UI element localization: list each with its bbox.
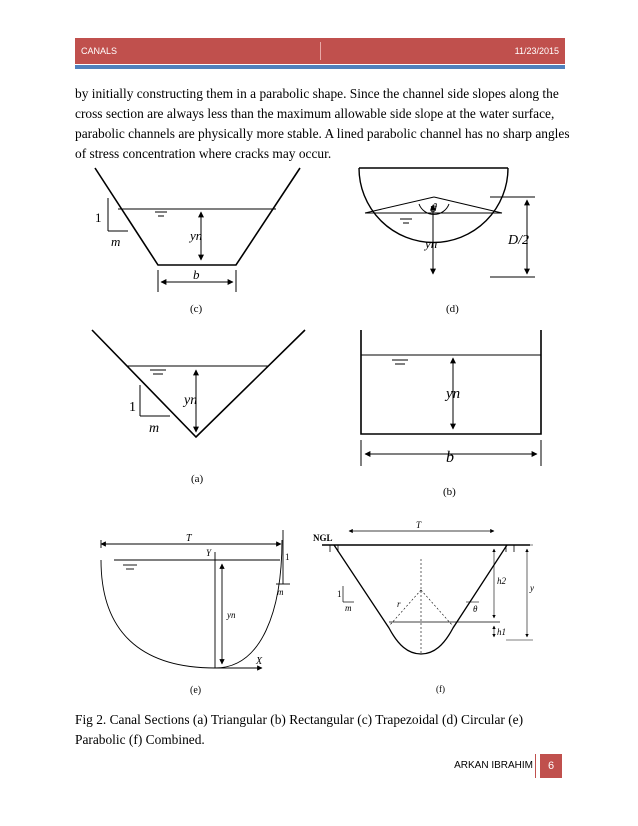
tri-slope-v: 1: [129, 400, 136, 415]
comb-slope-h: m: [345, 603, 352, 613]
para-depth: yn: [227, 610, 236, 620]
comb-r: r: [397, 599, 401, 609]
circ-label: (d): [446, 303, 459, 315]
trap-width: b: [193, 267, 200, 282]
rect-width: b: [446, 449, 454, 466]
tri-depth: yn: [184, 393, 198, 408]
section-triangular: [92, 330, 305, 437]
body-paragraph: by initially constructing them in a parabolic shape. Since the channel side slopes along the cross section are always less than the maximum allowable side slope at the water surface, parabolic channels are physically more stable. A lined parabolic channel has no sharp angles of stress concentration where cracks may occur.: [75, 86, 570, 161]
comb-top: T: [416, 520, 422, 530]
comb-label: (f): [436, 684, 445, 694]
tri-label: (a): [191, 473, 204, 485]
section-circular: [359, 168, 535, 277]
rect-depth: yn: [446, 386, 461, 402]
trap-slope-h: m: [111, 234, 121, 249]
trap-depth: yn: [190, 228, 203, 243]
circ-half-diameter: D/2: [508, 233, 529, 248]
circ-depth: yn: [425, 236, 438, 251]
footer-author: ARKAN IBRAHIM: [454, 760, 533, 771]
comb-y: y: [530, 583, 534, 593]
trap-slope-v: 1: [95, 210, 102, 225]
header-title: CANALS: [81, 46, 118, 56]
rect-label: (b): [443, 486, 456, 498]
para-slope-v: 1: [285, 552, 290, 562]
circ-angle: ϑ: [430, 200, 437, 215]
trap-label: (c): [190, 303, 203, 315]
header-date: 11/23/2015: [514, 46, 559, 56]
para-label: (e): [190, 685, 202, 696]
para-top: T: [186, 533, 192, 544]
figure-caption: Fig 2. Canal Sections (a) Triangular (b) Rectangular (c) Trapezoidal (d) Circular (e) Parabolic (f) Combined.: [75, 712, 524, 747]
comb-ground: NGL: [313, 533, 333, 543]
section-parabolic: [101, 530, 290, 668]
comb-h2: h2: [497, 576, 506, 586]
comb-theta: θ: [473, 604, 478, 614]
tri-slope-h: m: [149, 421, 160, 436]
para-y-axis: Y: [206, 548, 212, 558]
comb-h1: h1: [497, 627, 506, 637]
page-number: 6: [540, 754, 562, 778]
footer-separator: [535, 754, 536, 778]
comb-slope-v: 1: [337, 589, 342, 599]
para-slope-h: m: [277, 587, 284, 597]
para-x-axis: X: [256, 656, 263, 667]
